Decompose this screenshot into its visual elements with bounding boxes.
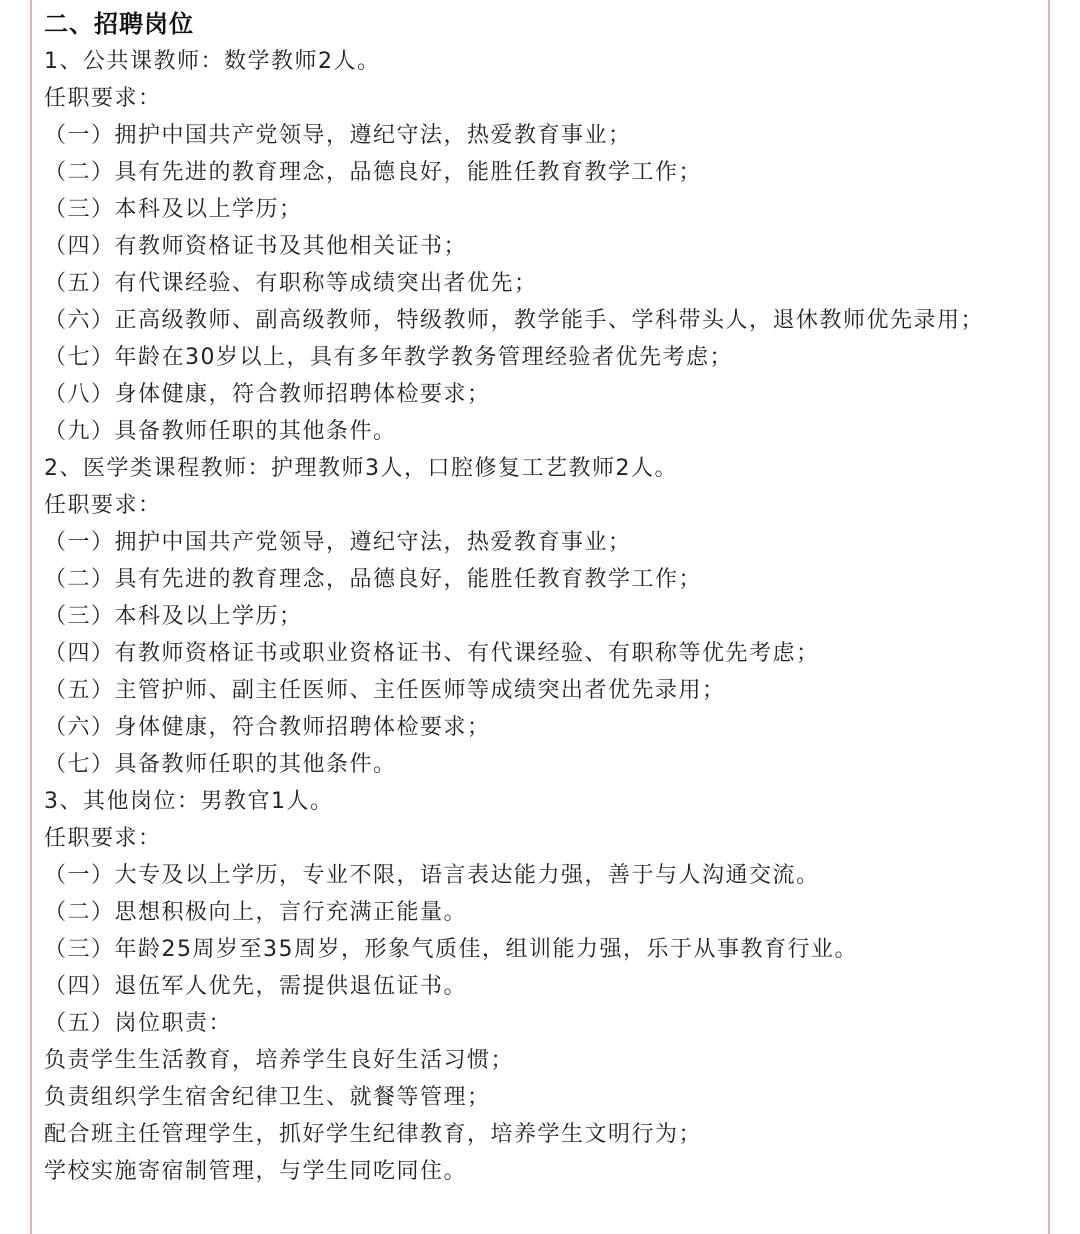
section-heading: 二、招聘岗位 (44, 10, 194, 38)
left-border-rule (30, 0, 32, 1234)
requirement-item: （六）正高级教师、副高级教师，特级教师，教学能手、学科带头人，退休教师优先录用； (44, 308, 985, 333)
requirements-label: 任职要求： (44, 86, 162, 111)
position-section-3 (44, 783, 1040, 1190)
requirement-item: （二）具有先进的教育理念，品德良好，能胜任教育教学工作； (44, 160, 703, 185)
requirement-item: （四）退伍军人优先，需提供退伍证书。 (44, 974, 468, 999)
requirement-item: （六）身体健康，符合教师招聘体检要求； (44, 715, 491, 740)
duty-item: 学校实施寄宿制管理，与学生同吃同住。 (44, 1159, 468, 1184)
duty-item: 负责学生生活教育，培养学生良好生活习惯； (44, 1048, 515, 1073)
requirement-item: （三）年龄25周岁至35周岁，形象气质佳，组训能力强，乐于从事教育行业。 (44, 937, 858, 962)
duty-item: 负责组织学生宿舍纪律卫生、就餐等管理； (44, 1085, 491, 1110)
position-title: 2、医学类课程教师：护理教师3人，口腔修复工艺教师2人。 (44, 456, 678, 481)
requirement-item: （三）本科及以上学历； (44, 197, 303, 222)
requirement-item: （一）拥护中国共产党领导，遵纪守法，热爱教育事业； (44, 123, 632, 148)
requirement-item: （五）有代课经验、有职称等成绩突出者优先； (44, 271, 538, 296)
requirement-item: （七）年龄在30岁以上，具有多年教学教务管理经验者优先考虑； (44, 345, 733, 370)
position-section-2 (44, 450, 1040, 783)
requirement-item: （五）岗位职责： (44, 1011, 233, 1036)
requirement-item: （八）身体健康，符合教师招聘体检要求； (44, 382, 491, 407)
requirement-item: （七）具备教师任职的其他条件。 (44, 752, 397, 777)
requirement-item: （二）思想积极向上，言行充满正能量。 (44, 900, 468, 925)
position-title: 3、其他岗位：男教官1人。 (44, 789, 334, 814)
requirement-item: （五）主管护师、副主任医师、主任医师等成绩突出者优先录用； (44, 678, 726, 703)
duty-item: 配合班主任管理学生，抓好学生纪律教育，培养学生文明行为； (44, 1122, 703, 1147)
document-body (44, 6, 1040, 1190)
position-section-1 (44, 43, 1040, 450)
requirements-label: 任职要求： (44, 826, 162, 851)
requirement-item: （四）有教师资格证书及其他相关证书； (44, 234, 468, 259)
position-title: 1、公共课教师：数学教师2人。 (44, 49, 381, 74)
right-border-rule (1048, 0, 1050, 1234)
requirement-item: （九）具备教师任职的其他条件。 (44, 419, 397, 444)
requirement-item: （一）大专及以上学历，专业不限，语言表达能力强，善于与人沟通交流。 (44, 863, 820, 888)
requirements-label: 任职要求： (44, 493, 162, 518)
requirement-item: （一）拥护中国共产党领导，遵纪守法，热爱教育事业； (44, 530, 632, 555)
requirement-item: （三）本科及以上学历； (44, 604, 303, 629)
requirement-item: （四）有教师资格证书或职业资格证书、有代课经验、有职称等优先考虑； (44, 641, 820, 666)
requirement-item: （二）具有先进的教育理念，品德良好，能胜任教育教学工作； (44, 567, 703, 592)
